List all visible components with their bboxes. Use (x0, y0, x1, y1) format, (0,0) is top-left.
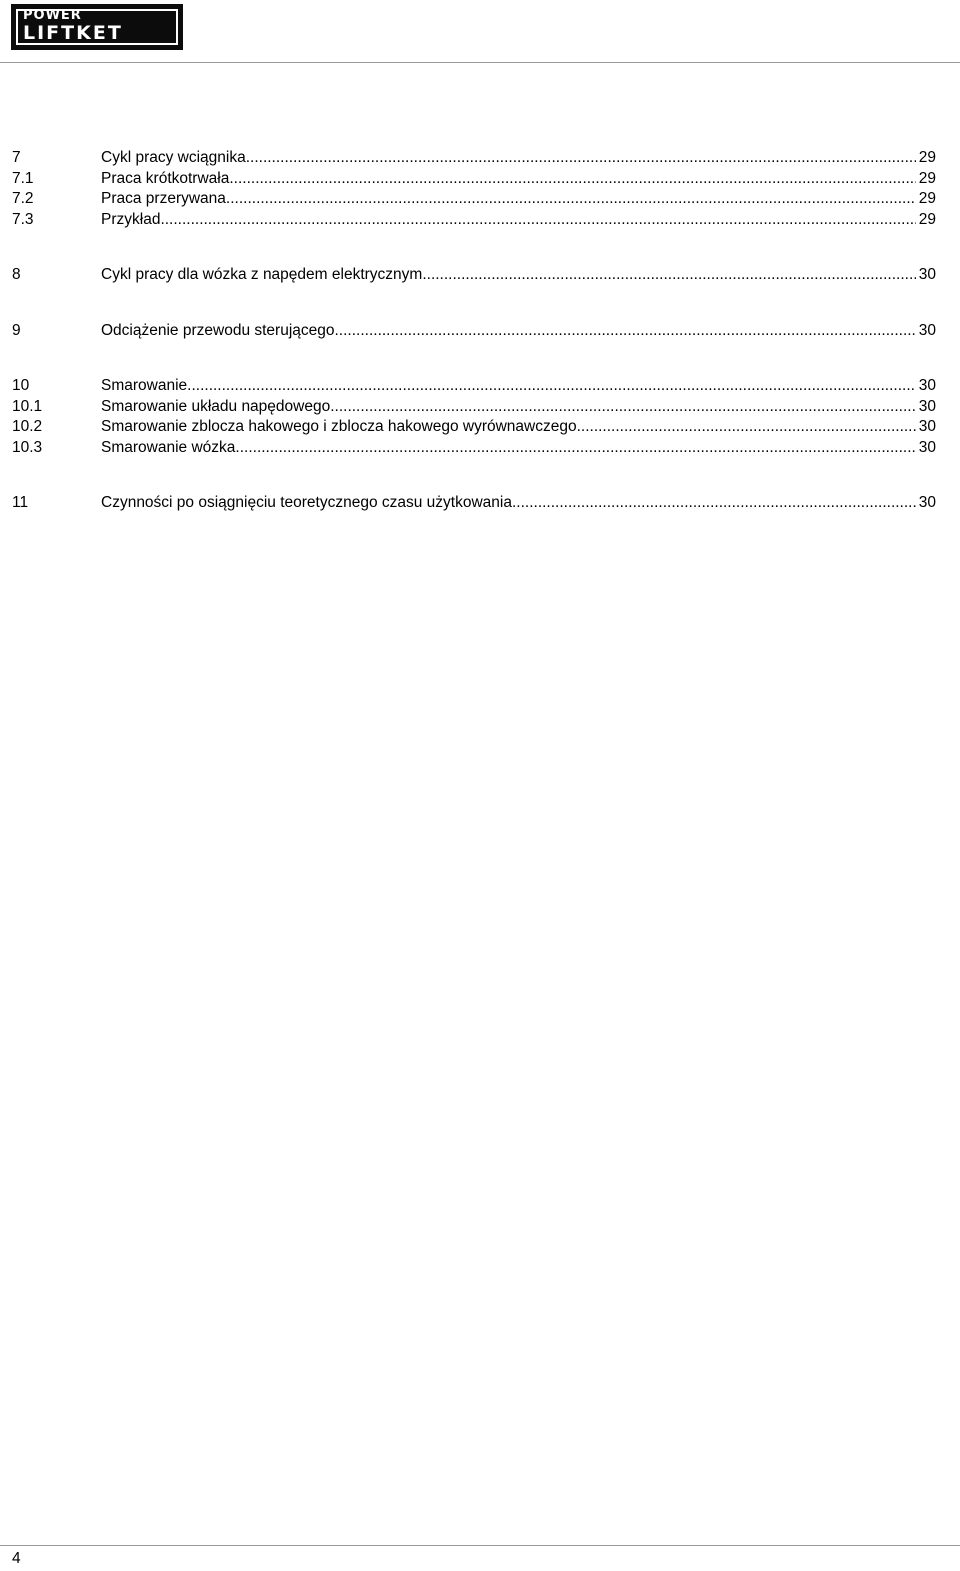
toc-title: Smarowanie zblocza hakowego i zblocza hakowego wyrównawczego (101, 418, 577, 435)
toc-page-number: 30 (918, 438, 936, 456)
toc-entry-11[interactable] (12, 493, 936, 514)
toc-number: 8 (12, 266, 21, 283)
toc-page-number: 30 (918, 321, 936, 339)
toc-title: Odciążenie przewodu sterującego (101, 321, 335, 339)
toc-leader-dots (246, 148, 916, 169)
toc-page-number: 30 (918, 266, 936, 283)
toc-leader-dots (235, 438, 915, 459)
toc-title: Czynności po osiągnięciu teoretycznego czasu użytkowania (101, 494, 512, 511)
toc-number: 7.2 (12, 190, 34, 207)
logo-text-power: POWER (23, 8, 82, 23)
toc-entry-7-2[interactable] (12, 189, 936, 210)
logo-text-liftket: LIFTKET (23, 22, 123, 44)
toc-title: Cykl pracy wciągnika (101, 149, 246, 166)
toc-entry-10-3[interactable] (12, 438, 936, 459)
toc-leader-dots (422, 265, 915, 286)
toc-leader-dots (229, 169, 915, 190)
toc-page-number: 30 (918, 377, 936, 394)
toc-page-number: 29 (918, 149, 936, 166)
toc-entry-9[interactable] (12, 321, 936, 342)
toc-page-number: 30 (918, 494, 936, 511)
toc-number: 7 (12, 149, 21, 166)
toc-number: 10 (12, 377, 30, 394)
toc-number: 11 (12, 494, 29, 511)
toc-title: Praca krótkotrwała (101, 169, 230, 187)
toc-leader-dots (226, 189, 916, 210)
toc-number: 10.1 (12, 397, 43, 415)
toc-leader-dots (187, 376, 916, 397)
table-of-contents (12, 148, 936, 514)
page-header (0, 0, 960, 63)
toc-leader-dots (512, 493, 916, 514)
toc-title: Praca przerywana (101, 190, 226, 207)
toc-page-number: 29 (918, 210, 936, 228)
page-number: 4 (12, 1550, 21, 1567)
toc-page-number: 29 (918, 190, 936, 207)
toc-entry-10[interactable] (12, 376, 936, 397)
toc-page-number: 30 (918, 418, 936, 435)
toc-entry-8[interactable] (12, 265, 936, 286)
toc-number: 7.3 (12, 210, 34, 228)
power-liftket-logo (11, 4, 183, 50)
toc-entry-7-1[interactable] (12, 169, 936, 190)
toc-entry-7[interactable] (12, 148, 936, 169)
toc-leader-dots (335, 321, 916, 342)
toc-title: Smarowanie wózka (101, 438, 236, 456)
toc-leader-dots (330, 397, 916, 418)
toc-number: 10.3 (12, 438, 43, 456)
toc-leader-dots (577, 417, 916, 438)
toc-title: Przykład (101, 210, 161, 228)
page-footer-rule (0, 1545, 960, 1546)
toc-page-number: 30 (918, 397, 936, 415)
toc-title: Smarowanie układu napędowego (101, 397, 331, 415)
toc-entry-10-2[interactable] (12, 417, 936, 438)
toc-title: Smarowanie (101, 377, 188, 394)
toc-number: 7.1 (12, 169, 34, 187)
toc-entry-7-3[interactable] (12, 210, 936, 231)
toc-entry-10-1[interactable] (12, 397, 936, 418)
toc-number: 9 (12, 321, 21, 339)
toc-page-number: 29 (918, 169, 936, 187)
toc-title: Cykl pracy dla wózka z napędem elektrycznym (101, 266, 423, 283)
toc-number: 10.2 (12, 418, 43, 435)
toc-leader-dots (160, 210, 915, 231)
